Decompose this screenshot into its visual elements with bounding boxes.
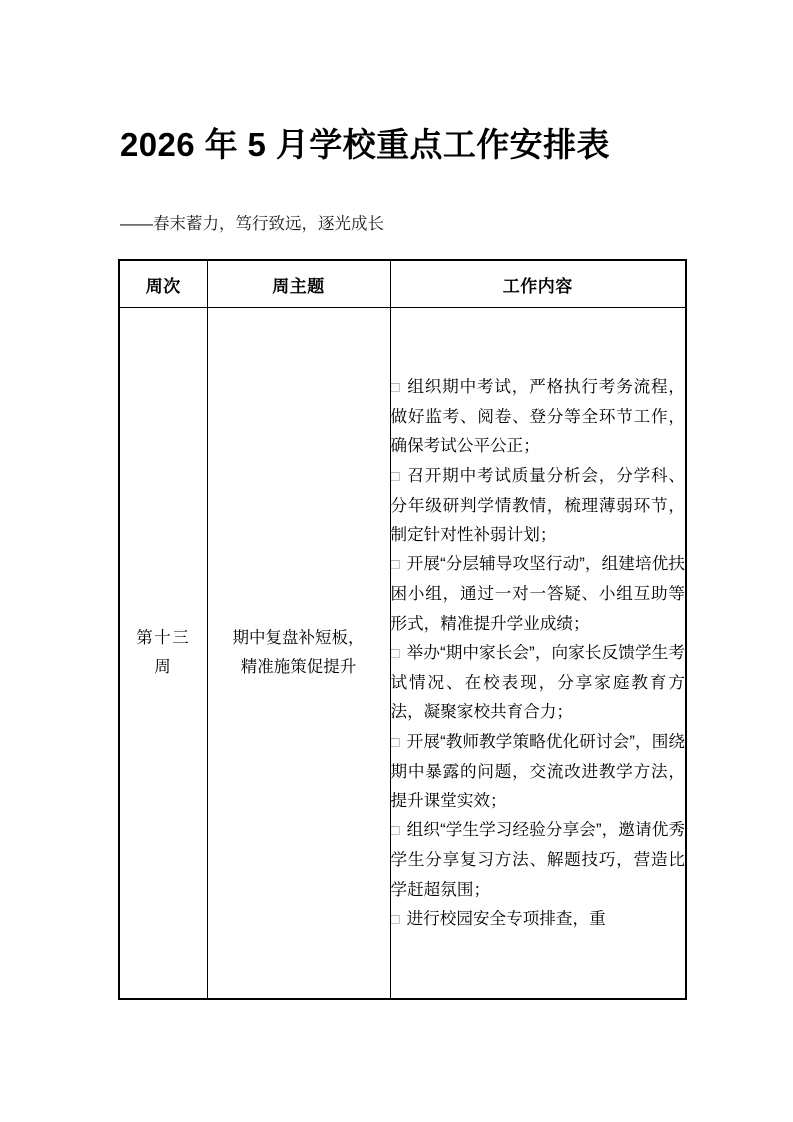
page-title: 2026 年 5 月学校重点工作安排表 [120,126,610,163]
list-item [391,461,686,550]
cell-work-content [390,308,686,1000]
empty-square-bullet-icon: □ [390,822,400,840]
page-bottom-margin [0,1002,793,1122]
empty-square-bullet-icon: □ [390,644,400,662]
list-item [391,549,686,638]
work-item-text: 开展“教师教学策略优化研讨会”，围绕期中暴露的问题，交流改进教学方法，提升课堂实效； [390,731,685,810]
list-item [391,372,686,461]
table-row [119,308,686,1000]
work-item-text: 开展“分层辅导攻坚行动”，组建培优扶困小组，通过一对一答疑、小组互助等形式，精准提升学业成绩； [390,554,685,633]
work-item-text: 组织“学生学习经验分享会”，邀请优秀学生分享复习方法、解题技巧，营造比学赶超氛围； [390,820,685,899]
week-number-line-1: 第十三 [136,629,191,647]
empty-square-bullet-icon: □ [390,379,401,397]
work-item-text: 举办“期中家长会”，向家长反馈学生考试情况、在校表现，分享家庭教育方法，凝聚家校共育合力； [390,642,685,722]
empty-square-bullet-icon: □ [390,733,400,751]
empty-square-bullet-icon: □ [390,556,400,574]
work-item-list [391,372,686,934]
week-theme-line-2: 精准施策促提升 [240,658,357,676]
work-schedule-table [118,259,687,1000]
cell-week-theme [207,308,390,1000]
cell-week-number [119,308,207,1000]
list-item-truncated [391,904,686,934]
table-body [119,308,686,1000]
table-header-row [119,260,686,308]
table-header [119,260,686,308]
list-item [391,815,686,904]
column-header-week: 周次 [119,260,207,308]
document-subtitle: ——春末蓄力，笃行致远，逐光成长 [120,215,384,233]
work-item-text: 组织期中考试，严格执行考务流程，做好监考、阅卷、登分等全环节工作，确保考试公平公正； [390,377,686,456]
empty-square-bullet-icon: □ [390,467,401,485]
column-header-theme: 周主题 [207,260,390,308]
list-item [391,638,686,727]
empty-square-bullet-icon: □ [390,910,400,928]
week-theme-line-1: 期中复盘补短板， [232,629,365,647]
week-number-line-2: 周 [154,658,173,676]
list-item [391,727,686,816]
work-item-text: 召开期中考试质量分析会，分学科、分年级研判学情教情，梳理薄弱环节，制定针对性补弱计划； [390,465,686,545]
work-item-text: 进行校园安全专项排查，重 [406,908,606,928]
column-header-content: 工作内容 [390,260,686,308]
